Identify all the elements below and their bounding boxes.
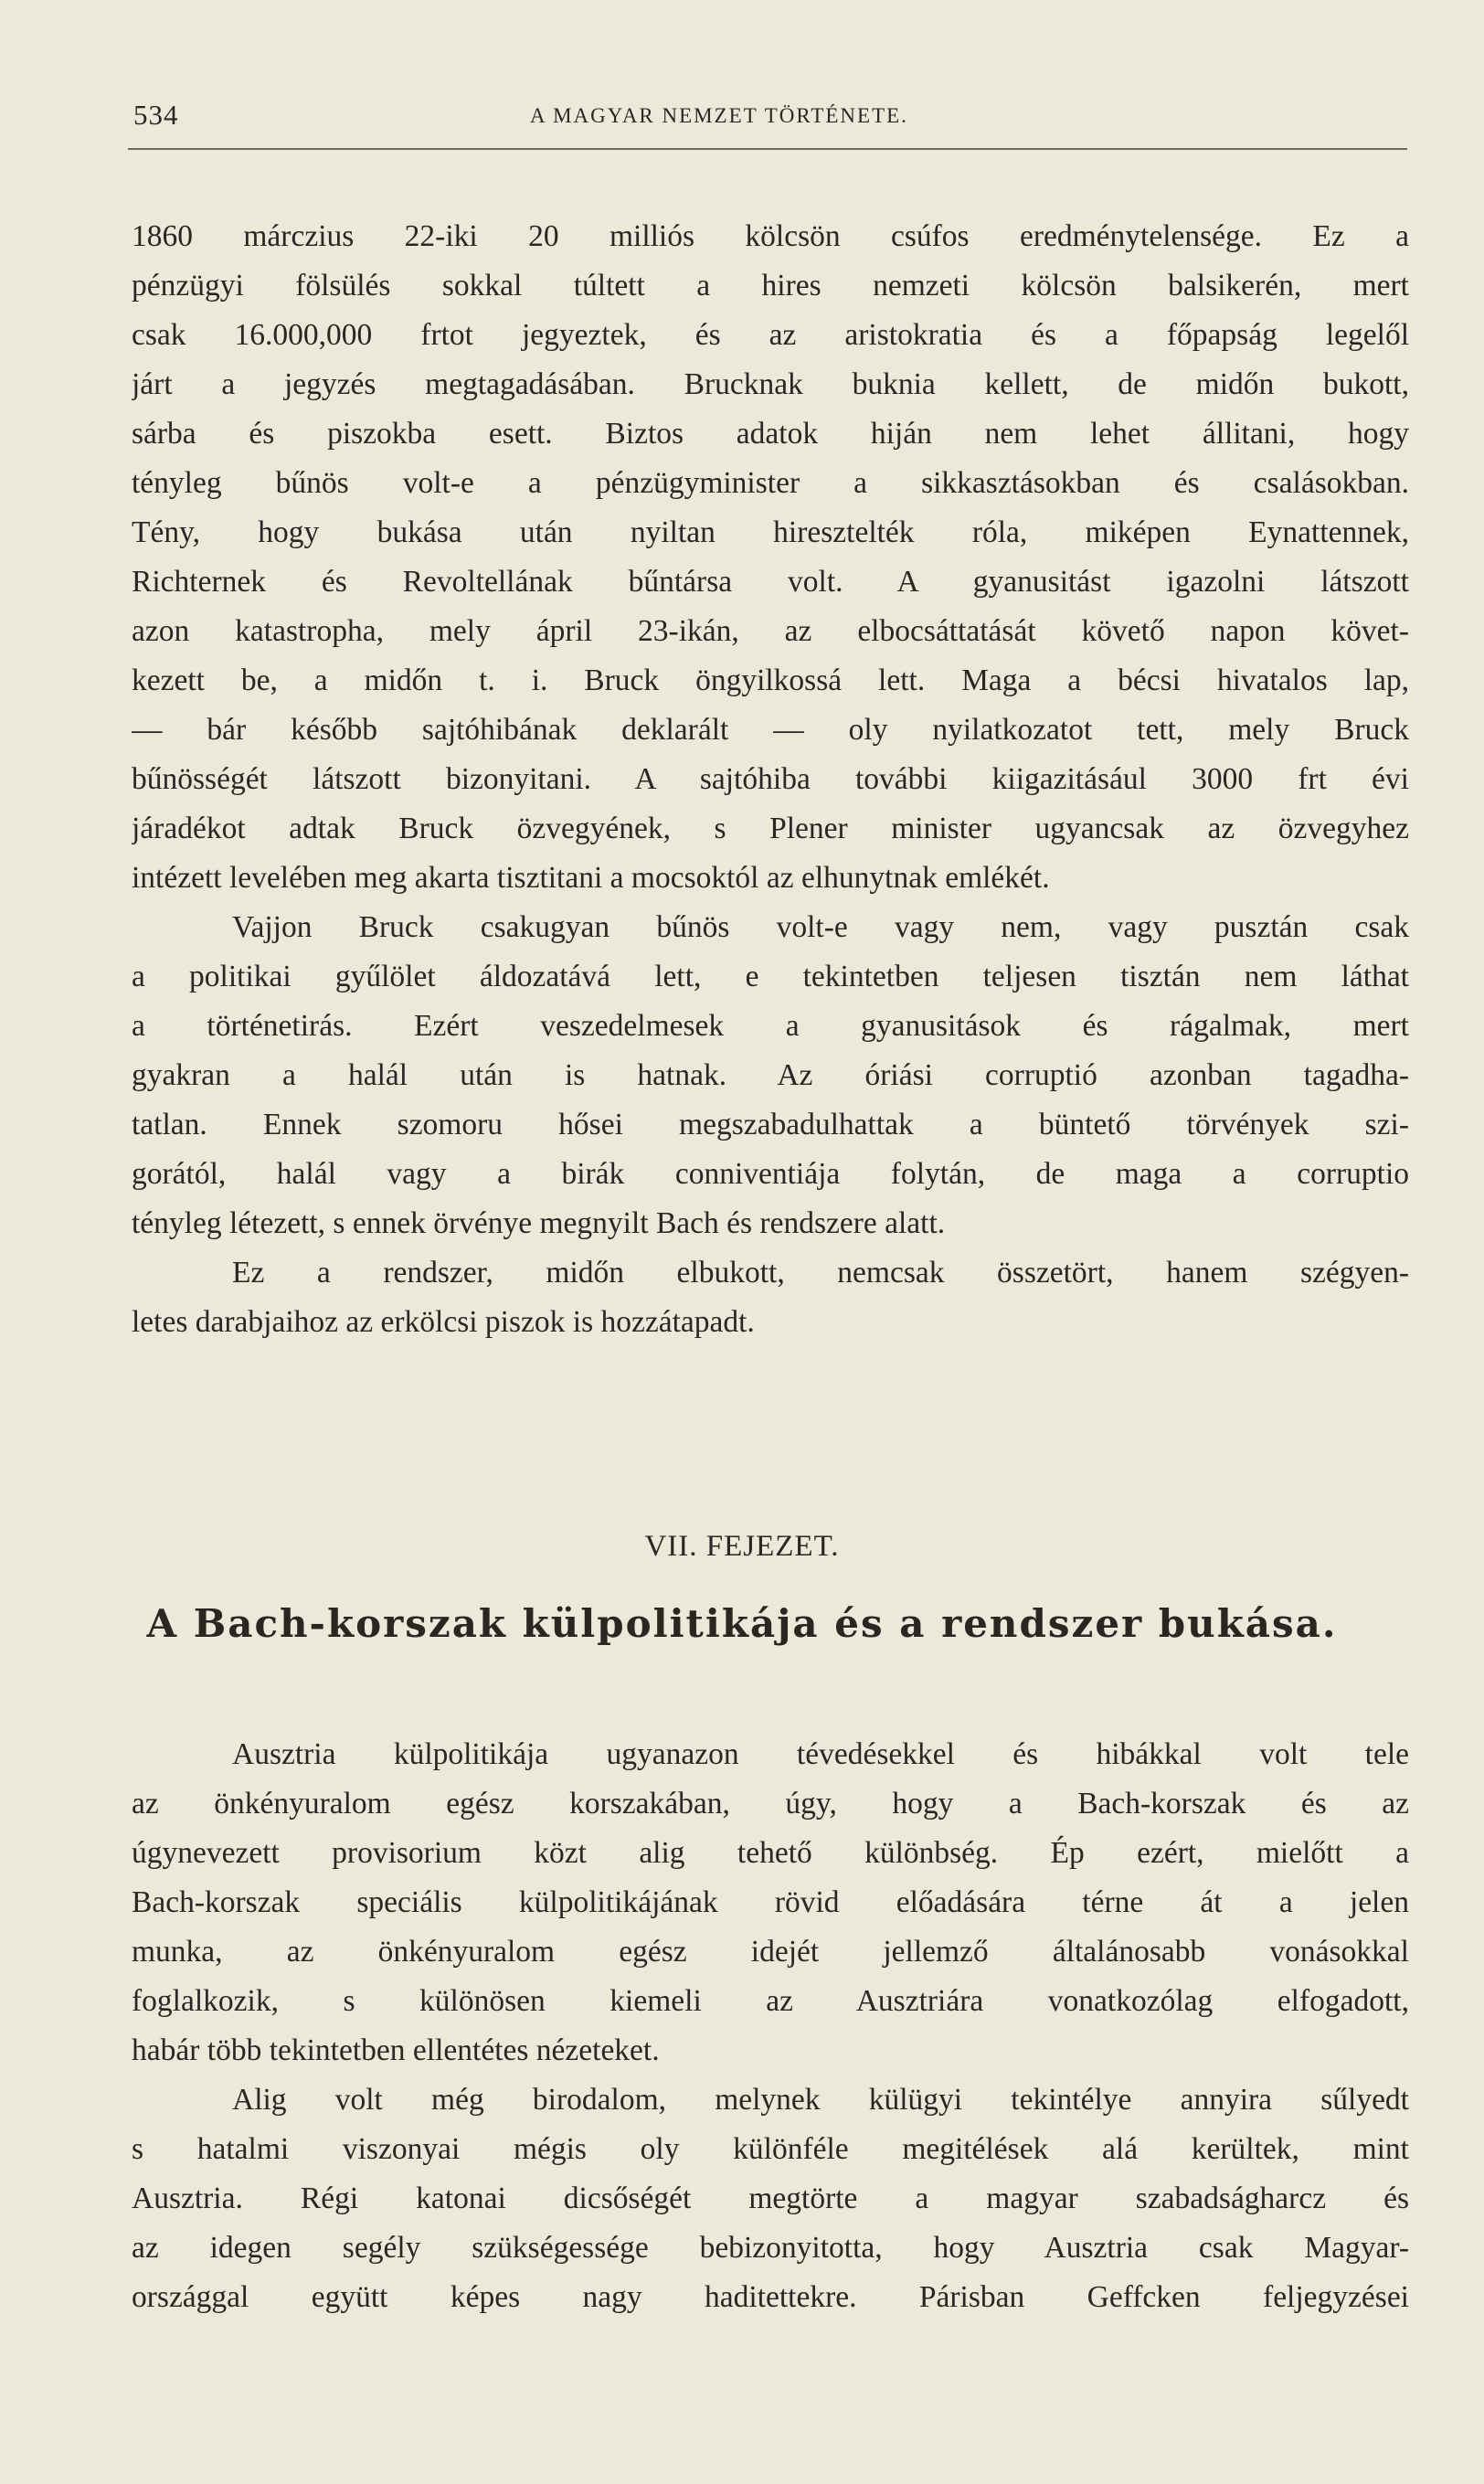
text-line: — bár később sajtóhibának deklarált — oly nyilatkozatot tett, mely Bruck: [132, 713, 1409, 747]
text-line: kezett be, a midőn t. i. Bruck öngyilkossá lett. Maga a bécsi hivatalos lap,: [132, 663, 1409, 697]
text-line: tényleg létezett, s ennek örvénye megnyilt Bach és rendszere alatt.: [132, 1206, 946, 1240]
text-line: gorától, halál vagy a birák conniventiája folytán, de maga a corruptio: [132, 1157, 1409, 1191]
text-line: járt a jegyzés megtagadásában. Brucknak buknia kellett, de midőn bukott,: [132, 367, 1409, 401]
text-line: országgal együtt képes nagy haditettekre. Párisban Geffcken feljegyzései: [132, 2280, 1409, 2314]
text-line: Ausztria külpolitikája ugyanazon tévedésekkel és hibákkal volt tele: [232, 1737, 1409, 1771]
text-line: járadékot adtak Bruck özvegyének, s Plener minister ugyancsak az özvegyhez: [132, 812, 1409, 845]
text-line: Vajjon Bruck csakugyan bűnös volt-e vagy nem, vagy pusztán csak: [232, 910, 1409, 944]
header-rule: [128, 148, 1407, 150]
text-line: munka, az önkényuralom egész idejét jellemző általánosabb vonásokkal: [132, 1935, 1409, 1969]
text-line: pénzügyi fölsülés sokkal túltett a hires nemzeti kölcsön balsikerén, mert: [132, 269, 1409, 303]
chapter-label: VII. FEJEZET.: [644, 1530, 840, 1563]
text-line: 1860 márczius 22-iki 20 milliós kölcsön csúfos eredménytelensége. Ez a: [132, 219, 1409, 253]
text-line: letes darabjaihoz az erkölcsi piszok is hozzátapadt.: [132, 1305, 755, 1339]
text-line: bűnösségét látszott bizonyitani. A sajtóhiba további kiigazitásául 3000 frt évi: [132, 762, 1409, 796]
text-line: Bach-korszak speciális külpolitikájának rövid előadására térne át a jelen: [132, 1885, 1409, 1919]
text-line: úgynevezett provisorium közt alig tehető különbség. Ép ezért, mielőtt a: [132, 1836, 1409, 1870]
text-line: tényleg bűnös volt-e a pénzügyminister a sikkasztásokban és csalásokban.: [132, 466, 1409, 500]
text-line: s hatalmi viszonyai mégis oly különféle megitélések alá kerültek, mint: [132, 2132, 1409, 2166]
text-line: az önkényuralom egész korszakában, úgy, hogy a Bach-korszak és az: [132, 1787, 1409, 1821]
text-line: gyakran a halál után is hatnak. Az óriási corruptió azonban tagadha-: [132, 1058, 1409, 1092]
chapter-title: A Bach-korszak külpolitikája és a rendszer bukása.: [146, 1601, 1338, 1646]
text-line: Alig volt még birodalom, melynek külügyi tekintélye annyira sűlyedt: [232, 2083, 1409, 2117]
text-line: azon katastropha, mely ápril 23-ikán, az elbocsáttatását követő napon követ-: [132, 614, 1409, 648]
text-line: tatlan. Ennek szomoru hősei megszabadulhattak a büntető törvények szi-: [132, 1108, 1409, 1141]
text-line: a történetirás. Ezért veszedelmesek a gyanusitások és rágalmak, mert: [132, 1009, 1409, 1043]
text-line: Tény, hogy bukása után nyiltan hiresztelték róla, miképen Eynattennek,: [132, 515, 1409, 549]
page-header: [128, 99, 1409, 141]
text-line: foglalkozik, s különösen kiemeli az Ausztriára vonatkozólag elfogadott,: [132, 1984, 1409, 2018]
text-line: a politikai gyűlölet áldozatává lett, e tekintetben teljesen tisztán nem láthat: [132, 960, 1409, 993]
text-line: intézett levelében meg akarta tisztitani a mocsoktól az elhunytnak emlékét.: [132, 861, 1050, 895]
text-line: sárba és piszokba esett. Biztos adatok hiján nem lehet állitani, hogy: [132, 417, 1409, 451]
body-text-section-2: [132, 1730, 1409, 2322]
page-number: 534: [133, 99, 179, 131]
running-title: A MAGYAR NEMZET TÖRTÉNETE.: [530, 104, 908, 127]
text-line: Richternek és Revoltellának bűntársa volt. A gyanusitást igazolni látszott: [132, 565, 1409, 599]
body-text-section-1: [132, 212, 1409, 1347]
text-line: habár több tekintetben ellentétes nézeteket.: [132, 2033, 660, 2067]
text-line: az idegen segély szükségessége bebizonyitotta, hogy Ausztria csak Magyar-: [132, 2231, 1409, 2265]
text-line: csak 16.000,000 frtot jegyeztek, és az aristokratia és a főpapság legelől: [132, 318, 1409, 352]
text-line: Ausztria. Régi katonai dicsőségét megtörte a magyar szabadságharcz és: [132, 2181, 1409, 2215]
text-line: Ez a rendszer, midőn elbukott, nemcsak összetört, hanem szégyen-: [232, 1256, 1409, 1290]
